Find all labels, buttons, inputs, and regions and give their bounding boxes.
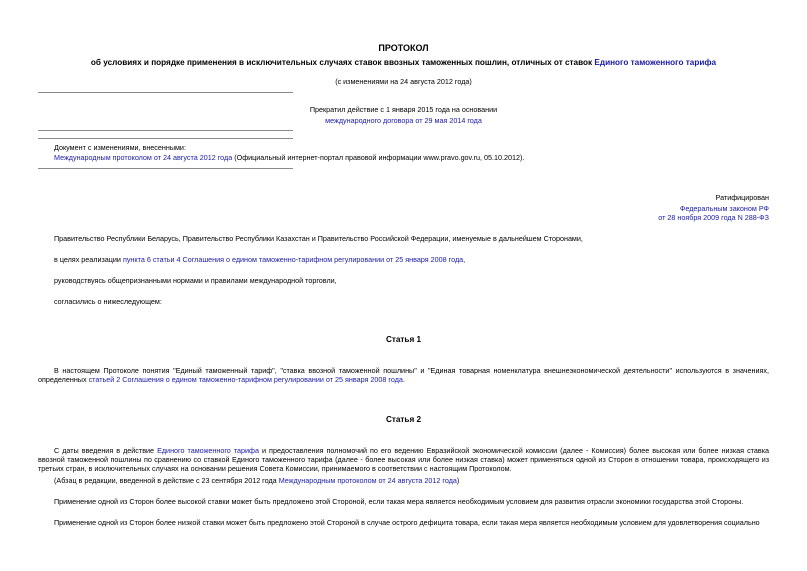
protocol-2012-link[interactable]: Международным протоколом от 24 августа 2012 года (54, 153, 233, 162)
document-subtitle (0, 58, 807, 67)
preamble-agreed: согласились о нижеследующем: (54, 297, 162, 306)
termination-text: Прекратил действие с 1 января 2015 года на основании (309, 105, 498, 114)
article-2-heading: Статья 2 (385, 415, 422, 424)
edit-note-close: ) (456, 476, 460, 485)
agreement-article-link[interactable]: пункта 6 статьи 4 Соглашения о едином таможенно-тарифном регулировании от 25 января 2008 года (122, 255, 464, 264)
divider (38, 92, 293, 93)
changes-label: Документ с изменениями, внесенными: (54, 143, 186, 152)
preamble-purpose-comma: , (463, 255, 466, 264)
federal-law-date-link[interactable]: от 28 ноября 2009 года N 288-ФЗ (658, 213, 769, 222)
edit-note-text: (Абзац в редакции, введенной в действие с 23 сентября 2012 года (54, 476, 279, 485)
article-2-p1-b: и предоставления полномочий по его ведению Евразийской экономической комиссии (далее - Комиссия) более высокая или более низкая ставка ввозной таможенной пошлины по сравнению со ставкой Единого таможенного тарифа (далее - более высокая или более низкая ставка) может применяться одной из Сторон в отношении товара, происходящего из третьих стран, в исключительных случаях на основании решения Совета Комиссии, принимаемого в соответствии с настоящим Протоколом. (38, 446, 769, 473)
amendment-note: (с изменениями на 24 августа 2012 года) (335, 77, 472, 86)
preamble-parties: Правительство Республики Беларусь, Правительство Республики Казахстан и Правительство Российской Федерации, именуемые в дальнейшем Сторонами, (54, 234, 583, 243)
article-2-edit-note (54, 476, 459, 485)
preamble-norms: руководствуясь общепризнанными нормами и правилами международной торговли, (54, 276, 337, 285)
article-2-paragraph-1 (38, 446, 769, 473)
document-title: ПРОТОКОЛ (378, 43, 429, 53)
preamble-purpose-text: в целях реализации (54, 255, 123, 264)
protocol-2012-link-2[interactable]: Международным протоколом от 24 августа 2012 года (278, 476, 457, 485)
article-1-heading: Статья 1 (385, 335, 422, 344)
article-2-paragraph-3: Применение одной из Сторон более низкой ставки может быть предложено этой Стороной в случае острого дефицита товара, если такая мера является необходимым условием для удовлетворения социально (54, 518, 760, 527)
ratification-label: Ратифицирован (715, 193, 769, 202)
changes-source (54, 153, 524, 162)
divider (38, 130, 293, 131)
article-1-text-b: . (402, 375, 405, 384)
preamble-purpose (54, 255, 465, 264)
article-1-text-a: В настоящем Протоколе понятия "Единый таможенный тариф", "ставка ввозной таможенной пошлины" и "Единая товарная номенклатура внешнеэкономической деятельности" используются в значениях, определенных (38, 366, 769, 384)
divider (38, 168, 293, 169)
article-1-text (38, 366, 769, 384)
unified-tariff-link-2[interactable]: Единого таможенного тарифа (157, 446, 259, 455)
termination-treaty-link[interactable]: международного договора от 29 мая 2014 года (325, 116, 482, 125)
article-2-paragraph-2: Применение одной из Сторон более высокой ставки может быть предложено этой Стороной, если такая мера является необходимым условием для развития отрасли экономики государства этой Стороны. (54, 497, 744, 506)
unified-tariff-link[interactable]: Единого таможенного тарифа (594, 58, 717, 67)
article-2-p1-a: С даты введения в действие (54, 446, 158, 455)
divider (38, 138, 293, 139)
agreement-article-2-link[interactable]: статьей 2 Соглашения о едином таможенно-тарифном регулировании от 25 января 2008 года (88, 375, 403, 384)
federal-law-link[interactable]: Федеральным законом РФ (679, 204, 769, 213)
subtitle-text: об условиях и порядке применения в исключительных случаях ставок ввозных таможенных пошлин, отличных от ставок (90, 58, 595, 67)
changes-source-text: (Официальный интернет-портал правовой информации www.pravo.gov.ru, 05.10.2012). (232, 153, 525, 162)
